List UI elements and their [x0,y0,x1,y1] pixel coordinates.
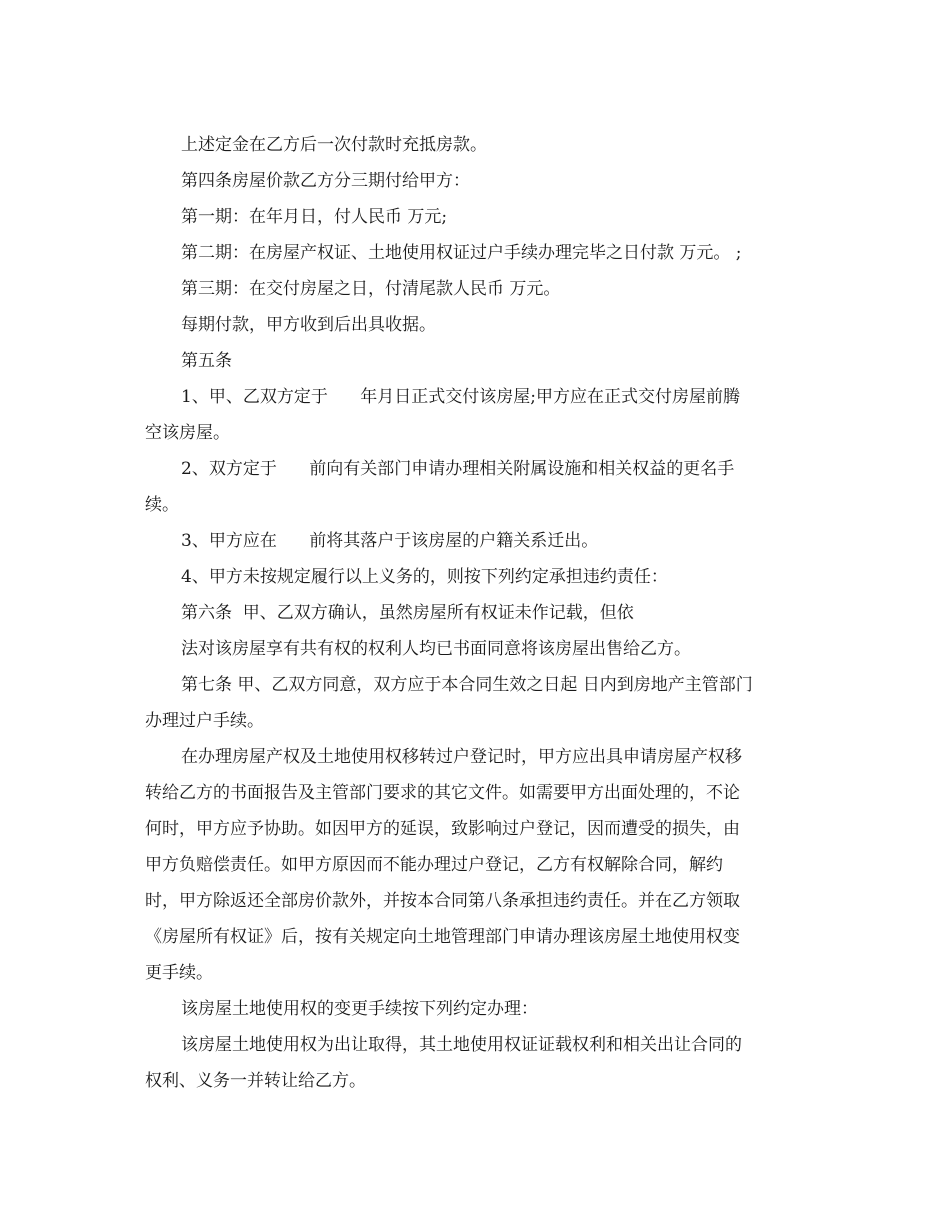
text-line: 第三期：在交付房屋之日，付清尾款人民币 万元。 [181,279,561,299]
text-line: 该房屋土地使用权为出让取得，其土地使用权证证载权利和相关出让合同的 [181,1035,742,1055]
text-line: 在办理房屋产权及土地使用权移转过户登记时，甲方应出具申请房屋产权移 [181,747,742,767]
text-line: 第一期：在年月日，付人民币 万元; [181,207,448,227]
text-line: 第四条房屋价款乙方分三期付给甲方： [181,171,470,191]
text-line: 4、甲方未按规定履行以上义务的，则按下列约定承担违约责任： [181,567,668,587]
text-line: 第六条 甲、乙双方确认，虽然房屋所有权证未作记载，但依 [181,603,634,623]
text-line: 《房屋所有权证》后，按有关规定向土地管理部门申请办理该房屋土地使用权变 [145,927,740,947]
text-line: 时，甲方除返还全部房价款外，并按本合同第八条承担违约责任。并在乙方领取 [145,891,740,911]
text-line: 3、甲方应在 前将其落户于该房屋的户籍关系迁出。 [181,531,599,551]
text-line: 2、双方定于 前向有关部门申请办理相关附属设施和相关权益的更名手 [181,459,735,479]
text-line: 第二期：在房屋产权证、土地使用权证过户手续办理完毕之日付款 万元。 ; [181,243,742,263]
text-line: 更手续。 [145,963,213,983]
text-line: 第七条 甲、乙双方同意，双方应于本合同生效之日起 日内到房地产主管部门 [181,675,753,695]
text-line: 办理过户手续。 [145,711,264,731]
text-line: 权利、义务一并转让给乙方。 [145,1071,366,1091]
text-line: 1、甲、乙双方定于 年月日正式交付该房屋;甲方应在正式交付房屋前腾 [181,387,740,407]
text-line: 法对该房屋享有共有权的权利人均已书面同意将该房屋出售给乙方。 [181,639,691,659]
document-body [145,127,805,1099]
text-line: 转给乙方的书面报告及主管部门要求的其它文件。如需要甲方出面处理的，不论 [145,783,740,803]
text-line: 上述定金在乙方后一次付款时充抵房款。 [181,135,487,155]
text-line: 空该房屋。 [145,423,230,443]
text-line: 续。 [145,495,179,515]
text-line: 每期付款，甲方收到后出具收据。 [181,315,436,335]
text-line: 该房屋土地使用权的变更手续按下列约定办理： [181,999,538,1019]
text-line: 第五条 [181,351,232,371]
text-line: 甲方负赔偿责任。如甲方原因而不能办理过户登记，乙方有权解除合同，解约 [145,855,723,875]
text-line: 何时，甲方应予协助。如因甲方的延误，致影响过户登记，因而遭受的损失，由 [145,819,740,839]
